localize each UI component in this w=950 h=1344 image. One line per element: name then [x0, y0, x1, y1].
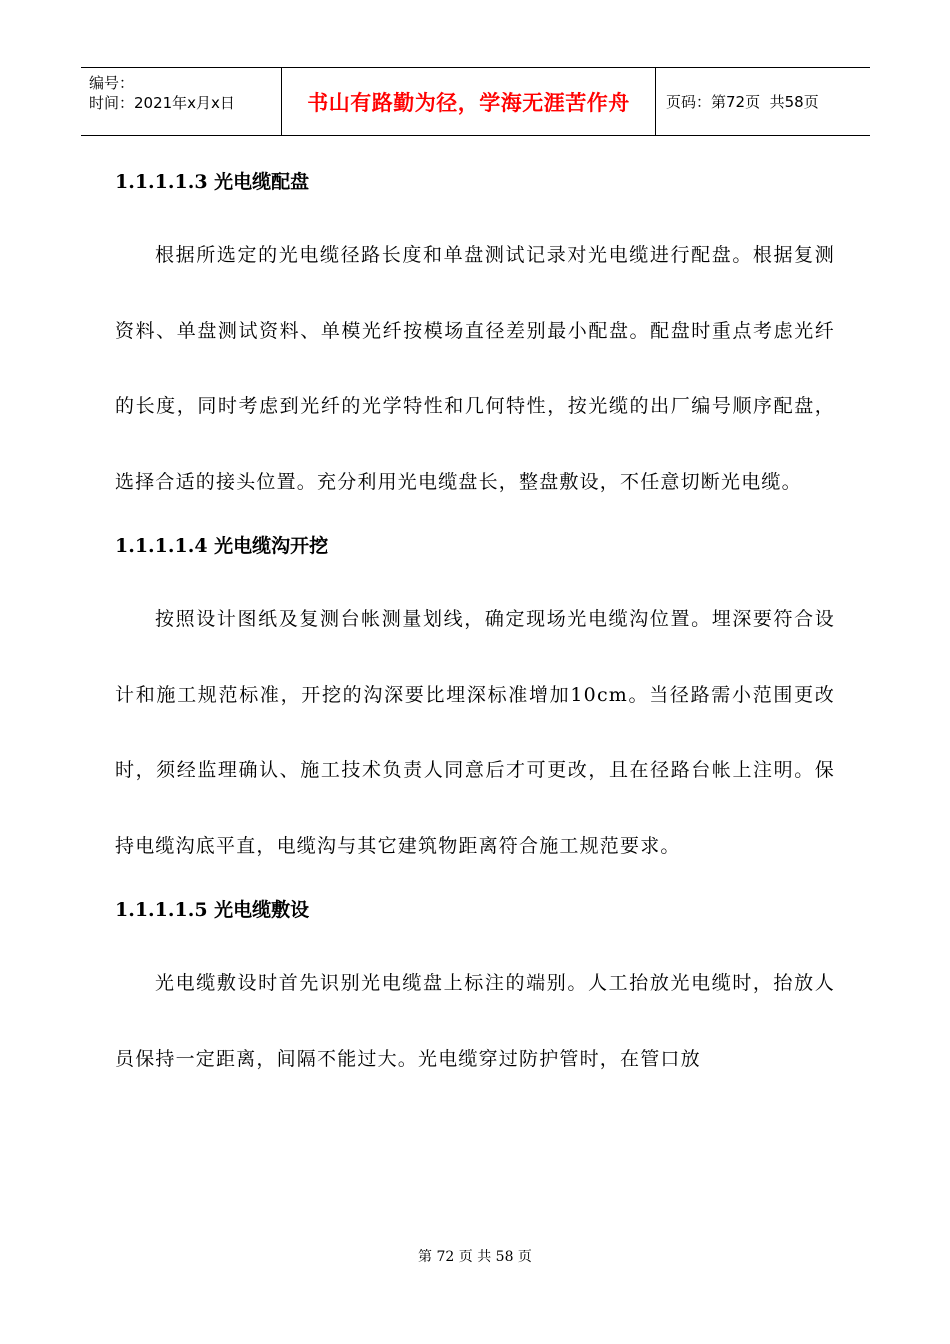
code-label: 编号：: [89, 74, 135, 92]
section-1-5: [115, 888, 835, 1097]
header-motto-cell: [282, 68, 656, 135]
section-heading: 1.1.1.1.3 光电缆配盘: [115, 171, 310, 193]
section-1-3: [115, 160, 835, 520]
motto-text: 书山有路勤为径，学海无涯苦作舟: [307, 90, 630, 115]
page-footer: 第 72 页 共 58 页: [418, 1249, 532, 1265]
page-header: [81, 67, 870, 136]
section-heading: 1.1.1.1.4 光电缆沟开挖: [115, 535, 329, 557]
section-paragraph: 光电缆敷设时首先识别光电缆盘上标注的端别。人工抬放光电缆时，抬放人员保持一定距离，间隔不能过大。光电缆穿过防护管时，在管口放: [115, 972, 835, 1070]
date-label: 时间：2021年x月x日: [89, 94, 235, 112]
page-info: 页码：第72页 共58页: [666, 93, 819, 111]
header-page-cell: [656, 68, 870, 135]
section-paragraph: 根据所选定的光电缆径路长度和单盘测试记录对光电缆进行配盘。根据复测资料、单盘测试资料、单模光纤按模场直径差别最小配盘。配盘时重点考虑光纤的长度，同时考虑到光纤的光学特性和几何特性，按光缆的出厂编号顺序配盘，选择合适的接头位置。充分利用光电缆盘长，整盘敷设，不任意切断光电缆。: [115, 244, 835, 493]
section-heading: 1.1.1.1.5 光电缆敷设: [115, 899, 310, 921]
document-body: [115, 160, 835, 1097]
section-paragraph: 按照设计图纸及复测台帐测量划线，确定现场光电缆沟位置。埋深要符合设计和施工规范标准，开挖的沟深要比埋深标准增加10cm。当径路需小范围更改时，须经监理确认、施工技术负责人同意后才可更改，且在径路台帐上注明。保持电缆沟底平直，电缆沟与其它建筑物距离符合施工规范要求。: [115, 608, 835, 857]
section-1-4: [115, 524, 835, 884]
header-meta-cell: [81, 68, 282, 135]
